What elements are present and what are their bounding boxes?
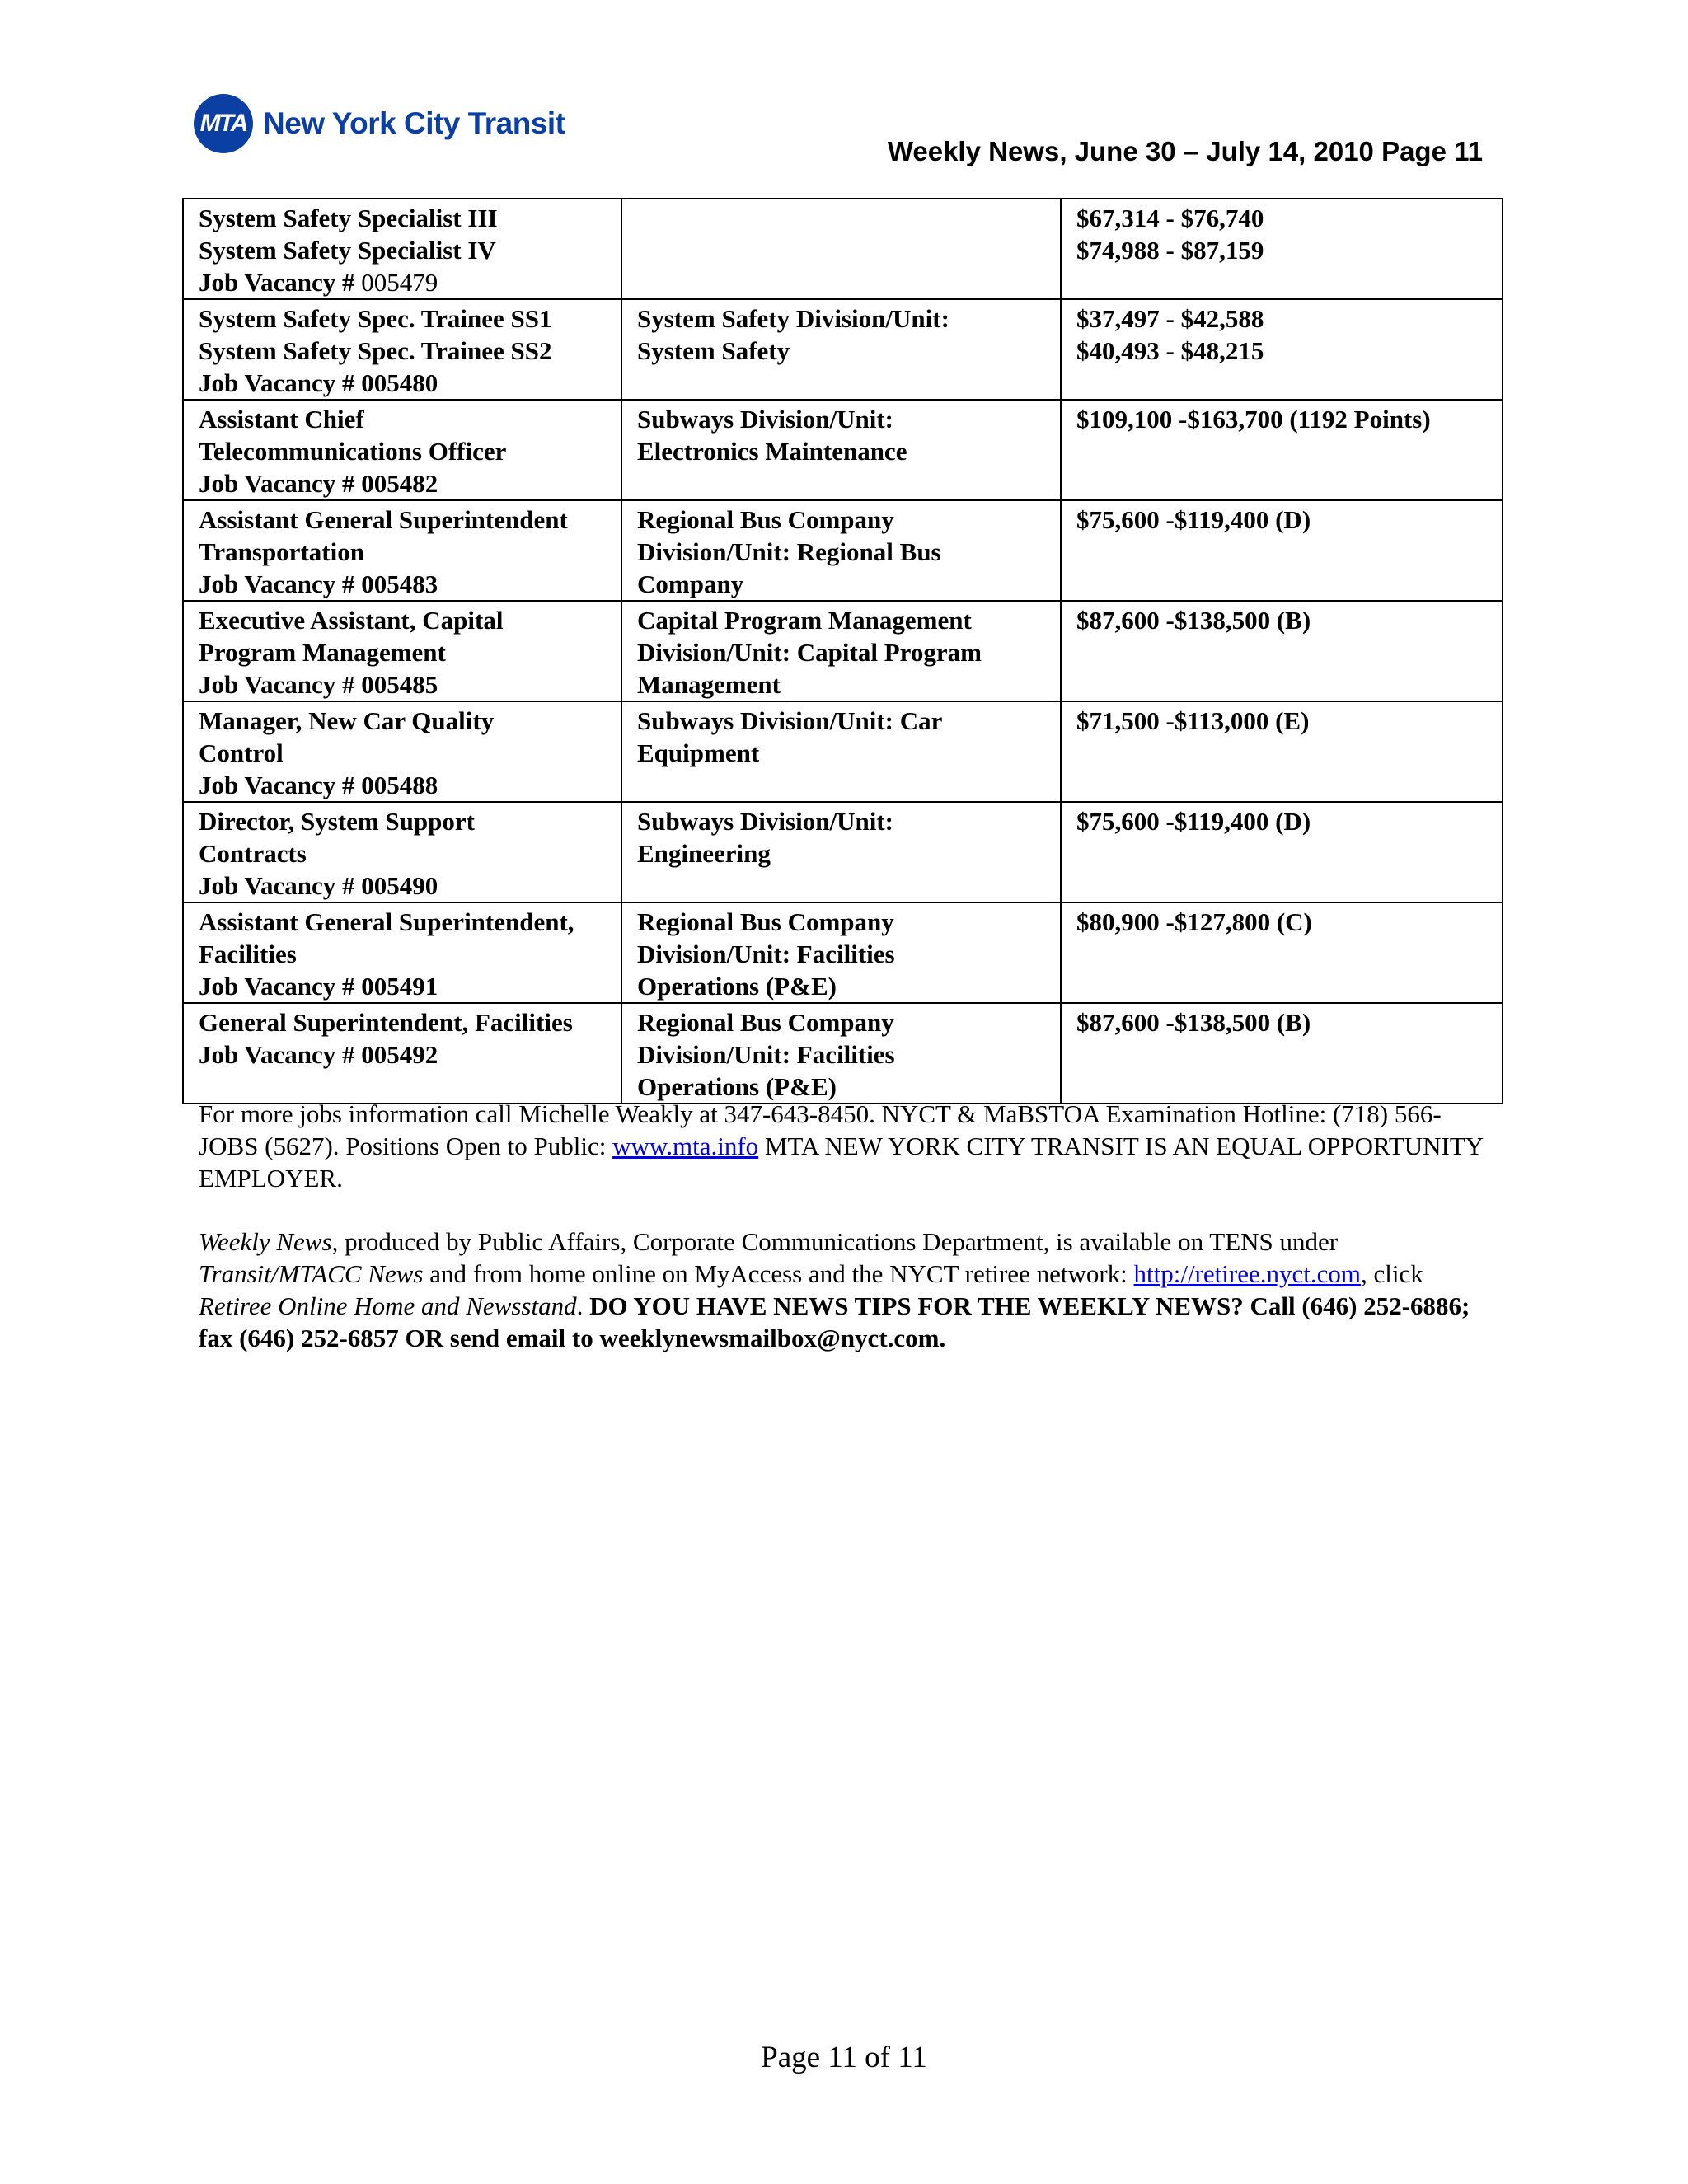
- job-division-line: System Safety: [637, 336, 790, 365]
- job-vacancy-number: 005482: [361, 469, 438, 498]
- job-row: [183, 199, 1503, 299]
- job-title-cell: [183, 902, 621, 1003]
- job-vacancy-line: [199, 266, 607, 298]
- job-title-cell: [183, 1003, 621, 1104]
- job-salary-cell: [1061, 500, 1503, 601]
- job-title-line: General Superintendent, Facilities: [199, 1008, 573, 1037]
- credits-italic-transit-news: Transit/MTACC News: [199, 1259, 424, 1288]
- jobs-info-paragraph: [199, 1098, 1501, 1194]
- job-salary-cell: [1061, 400, 1503, 500]
- job-title-cell: [183, 802, 621, 902]
- job-row: [183, 601, 1503, 701]
- job-title-line: Contracts: [199, 839, 307, 868]
- job-row: [183, 299, 1503, 400]
- job-vacancy-line: [199, 467, 607, 499]
- job-salary-line: $74,988 - $87,159: [1076, 236, 1264, 265]
- job-division-cell: [621, 299, 1061, 400]
- job-salary-cell: [1061, 902, 1503, 1003]
- job-salary-line: $67,314 - $76,740: [1076, 204, 1264, 232]
- job-vacancy-number: 005485: [361, 670, 438, 699]
- job-division-line: Operations (P&E): [637, 972, 837, 1001]
- job-division-line: Capital Program Management: [637, 606, 972, 635]
- job-salary-cell: [1061, 802, 1503, 902]
- credits-text-2: is available on TENS under: [1049, 1227, 1339, 1256]
- job-vacancy-label: Job Vacancy #: [199, 670, 355, 699]
- job-division-cell: [621, 500, 1061, 601]
- page-header: [194, 95, 1504, 177]
- job-division-line: Equipment: [637, 738, 760, 767]
- job-salary-line: $87,600 -$138,500 (B): [1076, 1008, 1311, 1037]
- job-vacancy-number: 005488: [361, 771, 438, 799]
- job-salary-line: $87,600 -$138,500 (B): [1076, 606, 1311, 635]
- job-title-line: System Safety Spec. Trainee SS2: [199, 336, 552, 365]
- job-division-line: Division/Unit: Facilities: [637, 940, 895, 968]
- job-row: [183, 701, 1503, 802]
- job-division-line: Division/Unit: Regional Bus: [637, 537, 941, 566]
- job-vacancy-label: Job Vacancy #: [199, 569, 355, 598]
- job-division-cell: [621, 199, 1061, 299]
- job-vacancy-line: [199, 1038, 607, 1071]
- credits-italic-retiree-home: Retiree Online Home and Newsstand: [199, 1291, 577, 1320]
- job-salary-cell: [1061, 1003, 1503, 1104]
- job-vacancy-label: Job Vacancy #: [199, 871, 355, 900]
- job-title-line: Executive Assistant, Capital: [199, 606, 504, 635]
- job-title-line: Assistant Chief: [199, 405, 364, 434]
- page-number: Page 11 of 11: [761, 2041, 927, 2074]
- credits-italic-weekly-news: Weekly News,: [199, 1227, 339, 1256]
- job-vacancy-label: Job Vacancy #: [199, 469, 355, 498]
- job-vacancy-number: 005490: [361, 871, 438, 900]
- job-division-line: Subways Division/Unit:: [637, 405, 893, 434]
- info-text-after: MTA NEW YORK CITY TRANSIT IS AN EQUAL OPPORTUNITY EMPLOYER.: [199, 1132, 1484, 1193]
- job-division-cell: [621, 1003, 1061, 1104]
- mta-info-link[interactable]: www.mta.info: [612, 1132, 759, 1160]
- job-vacancy-line: [199, 869, 607, 902]
- job-row: [183, 500, 1503, 601]
- job-salary-line: $109,100 -$163,700 (1192 Points): [1076, 405, 1431, 434]
- job-division-cell: [621, 601, 1061, 701]
- credits-text-4: , click: [1361, 1259, 1423, 1288]
- job-salary-line: $80,900 -$127,800 (C): [1076, 907, 1312, 936]
- credits-text-3: and from home online on MyAccess and the NYCT retiree network:: [423, 1259, 1134, 1288]
- job-vacancy-number: 005492: [361, 1040, 438, 1069]
- job-title-cell: [183, 601, 621, 701]
- job-division-line: Division/Unit: Facilities: [637, 1040, 895, 1069]
- job-vacancies-table: [182, 198, 1503, 1104]
- job-title-line: System Safety Spec. Trainee SS1: [199, 304, 552, 333]
- job-vacancy-label: Job Vacancy #: [199, 1040, 355, 1069]
- job-title-cell: [183, 400, 621, 500]
- job-salary-line: $75,600 -$119,400 (D): [1076, 807, 1311, 836]
- job-vacancy-label: Job Vacancy #: [199, 368, 355, 397]
- mta-logo-icon: MTA: [194, 94, 253, 153]
- job-title-line: Telecommunications Officer: [199, 437, 507, 466]
- job-title-cell: [183, 701, 621, 802]
- credits-text-1: produced by Public Affairs, Corporate Communications Department: [338, 1227, 1043, 1256]
- job-division-line: Regional Bus Company: [637, 1008, 894, 1037]
- job-row: [183, 400, 1503, 500]
- job-division-line: Subways Division/Unit:: [637, 807, 893, 836]
- job-vacancy-line: [199, 769, 607, 801]
- job-title-line: Assistant General Superintendent: [199, 505, 568, 534]
- job-division-cell: [621, 902, 1061, 1003]
- job-vacancy-line: [199, 970, 607, 1002]
- job-vacancy-number: 005479: [361, 268, 438, 297]
- job-row: [183, 802, 1503, 902]
- job-vacancy-label: Job Vacancy #: [199, 268, 355, 297]
- job-division-line: Regional Bus Company: [637, 907, 894, 936]
- credits-italic-comma: ,: [1043, 1227, 1050, 1256]
- job-division-line: Company: [637, 569, 744, 598]
- job-division-cell: [621, 400, 1061, 500]
- job-salary-cell: [1061, 701, 1503, 802]
- job-title-line: Transportation: [199, 537, 364, 566]
- job-salary-cell: [1061, 601, 1503, 701]
- job-row: [183, 902, 1503, 1003]
- job-title-line: Facilities: [199, 940, 297, 968]
- job-title-cell: [183, 199, 621, 299]
- job-salary-cell: [1061, 199, 1503, 299]
- job-vacancy-number: 005480: [361, 368, 438, 397]
- mta-logo: [194, 95, 565, 152]
- credits-text-5: .: [576, 1291, 590, 1320]
- job-title-line: Control: [199, 738, 284, 767]
- job-division-line: Regional Bus Company: [637, 505, 894, 534]
- job-division-line: Operations (P&E): [637, 1072, 837, 1101]
- job-salary-cell: [1061, 299, 1503, 400]
- job-salary-line: $40,493 - $48,215: [1076, 336, 1264, 365]
- job-title-line: Director, System Support: [199, 807, 475, 836]
- job-row: [183, 1003, 1503, 1104]
- job-vacancy-line: [199, 568, 607, 600]
- info-text-before: For more jobs information call Michelle Weakly at 347-643-8450. NYCT & MaBSTOA Examination Hotline: (718) 566-JOBS (5627). Positions Open to Public:: [199, 1099, 1442, 1160]
- job-title-line: Manager, New Car Quality: [199, 706, 495, 735]
- job-vacancy-label: Job Vacancy #: [199, 972, 355, 1001]
- news-tips-notice: DO YOU HAVE NEWS TIPS FOR THE WEEKLY NEWS? Call (646) 252-6886; fax (646) 252-6857 OR send email to weeklynewsmailbox@nyct.com.: [199, 1291, 1470, 1352]
- credits-paragraph: [199, 1226, 1501, 1354]
- job-vacancy-number: 005483: [361, 569, 438, 598]
- job-title-line: System Safety Specialist III: [199, 204, 498, 232]
- job-vacancies-body: [183, 199, 1503, 1104]
- job-division-line: Subways Division/Unit: Car: [637, 706, 943, 735]
- job-title-cell: [183, 299, 621, 400]
- agency-name: New York City Transit: [263, 106, 565, 140]
- job-vacancy-number: 005491: [361, 972, 438, 1001]
- job-division-line: Engineering: [637, 839, 771, 868]
- job-division-line: Division/Unit: Capital Program: [637, 638, 982, 667]
- job-division-line: System Safety Division/Unit:: [637, 304, 950, 333]
- job-salary-line: $37,497 - $42,588: [1076, 304, 1264, 333]
- job-division-line: Management: [637, 670, 781, 699]
- job-salary-line: $75,600 -$119,400 (D): [1076, 505, 1311, 534]
- job-division-line: Electronics Maintenance: [637, 437, 907, 466]
- job-title-line: Assistant General Superintendent,: [199, 907, 574, 936]
- job-division-cell: [621, 802, 1061, 902]
- job-title-line: System Safety Specialist IV: [199, 236, 496, 265]
- job-vacancy-line: [199, 367, 607, 399]
- job-division-cell: [621, 701, 1061, 802]
- job-salary-line: $71,500 -$113,000 (E): [1076, 706, 1310, 735]
- job-vacancy-line: [199, 668, 607, 701]
- issue-line: Weekly News, June 30 – July 14, 2010 Page 11: [887, 136, 1483, 166]
- retiree-link[interactable]: http://retiree.nyct.com: [1133, 1259, 1361, 1288]
- job-title-line: Program Management: [199, 638, 446, 667]
- job-vacancy-label: Job Vacancy #: [199, 771, 355, 799]
- job-title-cell: [183, 500, 621, 601]
